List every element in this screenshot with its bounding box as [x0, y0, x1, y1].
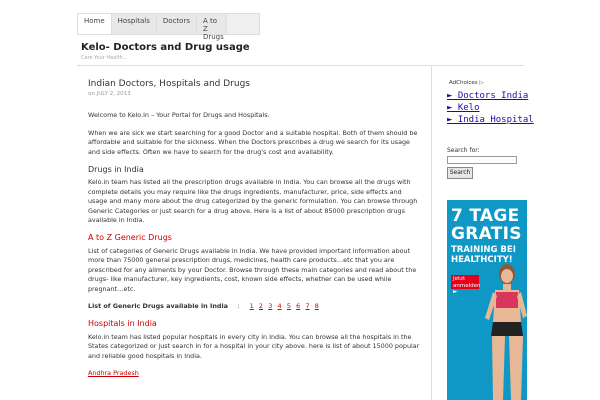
post [88, 79, 423, 378]
state-link-andhra-pradesh[interactable]: Andhra Pradesh [88, 368, 139, 377]
sidebar-link-india-hospital[interactable]: ► India Hospital [447, 115, 534, 125]
search-button[interactable]: Search [447, 167, 473, 179]
page-link-4[interactable]: 4 [277, 301, 282, 310]
page-link-2[interactable]: 2 [258, 301, 263, 310]
generic-drugs-heading[interactable]: A to Z Generic Drugs [88, 233, 172, 243]
list-separator: : [237, 301, 240, 310]
page-link-3[interactable]: 3 [268, 301, 273, 310]
intro-text: When we are sick we start searching for a good Doctor and a suitable hospital. Both of them should be affordable and suitable for the sickness. When the Doctors prescribes a drug we search for its usage and side effects. Often we have to search for the drug's cost and availability. [88, 128, 418, 156]
sidebar-link-doctors-india[interactable]: ► Doctors India [447, 91, 529, 101]
drugs-heading: Drugs in India [88, 165, 144, 175]
sidebar-link-kelo[interactable]: ► Kelo [447, 103, 480, 113]
post-title[interactable]: Indian Doctors, Hospitals and Drugs [88, 79, 250, 89]
healthcity-ad[interactable] [447, 200, 527, 400]
nav-home[interactable]: Home [78, 14, 112, 34]
drugs-text: Kelo.in team has listed all the prescription drugs available in India. You can browse all the drugs with complete details you may require like the drugs ingredients, manufacturer, price, side effects and usage and many more about the drug categorized by the generic formulation. You can browse through Generic Categories or just search for a drug above. Here is a list of about 85000 prescription drugs available in India. [88, 178, 418, 225]
generic-list-row [88, 302, 423, 311]
ad-headline: 7 TAGE GRATIS [451, 206, 522, 244]
generic-drugs-text: List of categories of Generic Drugs available in India. We have provided important information about more than 75000 general prescription drugs, medicines, health care products…etc that you are prescribed for any ailments by your Doctor. Browse through these main categories and read about the drugs- like manufacturer, key ingredients, cost, known side effects, whether can be used while pregnant…etc. [88, 246, 417, 293]
ad-cta-button[interactable]: Jetzt anmelden ► [453, 276, 481, 295]
site-title[interactable]: Kelo- Doctors and Drug usage [81, 42, 250, 53]
search-label: Search for: [447, 147, 480, 154]
top-nav [77, 13, 260, 41]
nav-a-to-z-drugs[interactable]: A to Z Drugs [197, 14, 227, 34]
page-link-5[interactable]: 5 [286, 301, 291, 310]
fitness-woman-image [481, 262, 527, 400]
adchoices[interactable] [449, 80, 484, 86]
hospitals-text: Kelo.in team has listed popular hospitals in every city in India. You can browse all the hospitals in the States categorized or just search in for a hospital in your city above. here is list of about 15000 popular and reliable good hospitals in India. [88, 332, 420, 360]
page-link-1[interactable]: 1 [249, 301, 254, 310]
generic-list-label: List of Generic Drugs available in India [88, 301, 228, 310]
welcome-text: Welcome to Kelo.in – Your Portal for Drugs and Hospitals. [88, 111, 270, 120]
adchoices-icon: ▷ [479, 80, 484, 86]
site-tagline: Care Your Health... [81, 55, 128, 61]
nav-hospitals[interactable]: Hospitals [112, 14, 157, 34]
adchoices-label: AdChoices [449, 80, 478, 86]
main-content [77, 66, 432, 400]
page-link-6[interactable]: 6 [296, 301, 301, 310]
hospitals-heading[interactable]: Hospitals in India [88, 319, 157, 329]
search-input[interactable] [447, 156, 517, 164]
page-link-8[interactable]: 8 [314, 301, 319, 310]
nav-spacer [227, 14, 259, 34]
ad-subline: TRAINING BEI HEALTHCITY! [451, 245, 516, 265]
page-link-7[interactable]: 7 [305, 301, 310, 310]
nav-doctors[interactable]: Doctors [157, 14, 197, 34]
post-date: on JULY 2, 2013 [88, 91, 131, 97]
